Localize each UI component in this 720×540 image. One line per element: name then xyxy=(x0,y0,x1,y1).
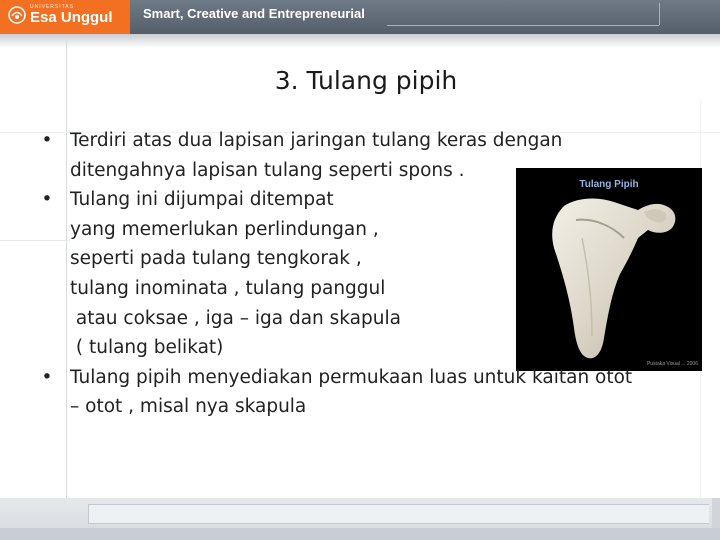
bullet-line: seperti pada tulang tengkorak , xyxy=(70,248,362,270)
header-divider-vertical xyxy=(659,3,660,25)
logo-name: Esa Unggul xyxy=(30,9,113,26)
bullet-symbol: • xyxy=(41,366,53,388)
bullet-line: – otot , misal nya skapula xyxy=(70,396,307,418)
image-title: Tulang Pipih xyxy=(579,179,639,190)
image-credit: Pustaka Visual ... 2006 xyxy=(646,361,698,367)
bullet-line: Terdiri atas dua lapisan jaringan tulang keras dengan xyxy=(70,130,563,151)
slide-title: 3. Tulang pipih xyxy=(274,66,458,95)
bullet-line: atau coksae , iga – iga dan skapula xyxy=(70,307,401,329)
bullet-line: yang memerlukan perlindungan , xyxy=(70,218,379,240)
bullet-line: ( tulang belikat) xyxy=(70,337,224,359)
bullet-line: Tulang pipih menyediakan permukaan luas untuk kaitan otot xyxy=(70,366,633,388)
bullet-item xyxy=(40,363,690,422)
bullet-symbol: • xyxy=(41,189,53,211)
bullet-line: Tulang ini dijumpai ditempat xyxy=(70,189,334,211)
logo-subtext: UNIVERSITAS xyxy=(30,4,74,10)
bullet-item xyxy=(40,126,690,185)
university-emblem-icon xyxy=(8,6,26,24)
header-divider xyxy=(387,25,659,26)
logo xyxy=(0,0,130,34)
bullet-symbol: • xyxy=(41,130,53,151)
bullet-item xyxy=(40,185,690,363)
footer-accent xyxy=(712,498,720,528)
bullet-line: tulang inominata , tulang panggul xyxy=(70,277,386,299)
bullet-list xyxy=(40,126,690,422)
header-bar xyxy=(0,0,720,34)
header-shadow xyxy=(0,34,720,48)
tagline: Smart, Creative and Entrepreneurial xyxy=(143,6,365,21)
bullet-line: ditengahnya lapisan tulang seperti spons . xyxy=(70,159,465,181)
footer-bar xyxy=(88,504,709,524)
footer-base xyxy=(0,528,720,540)
